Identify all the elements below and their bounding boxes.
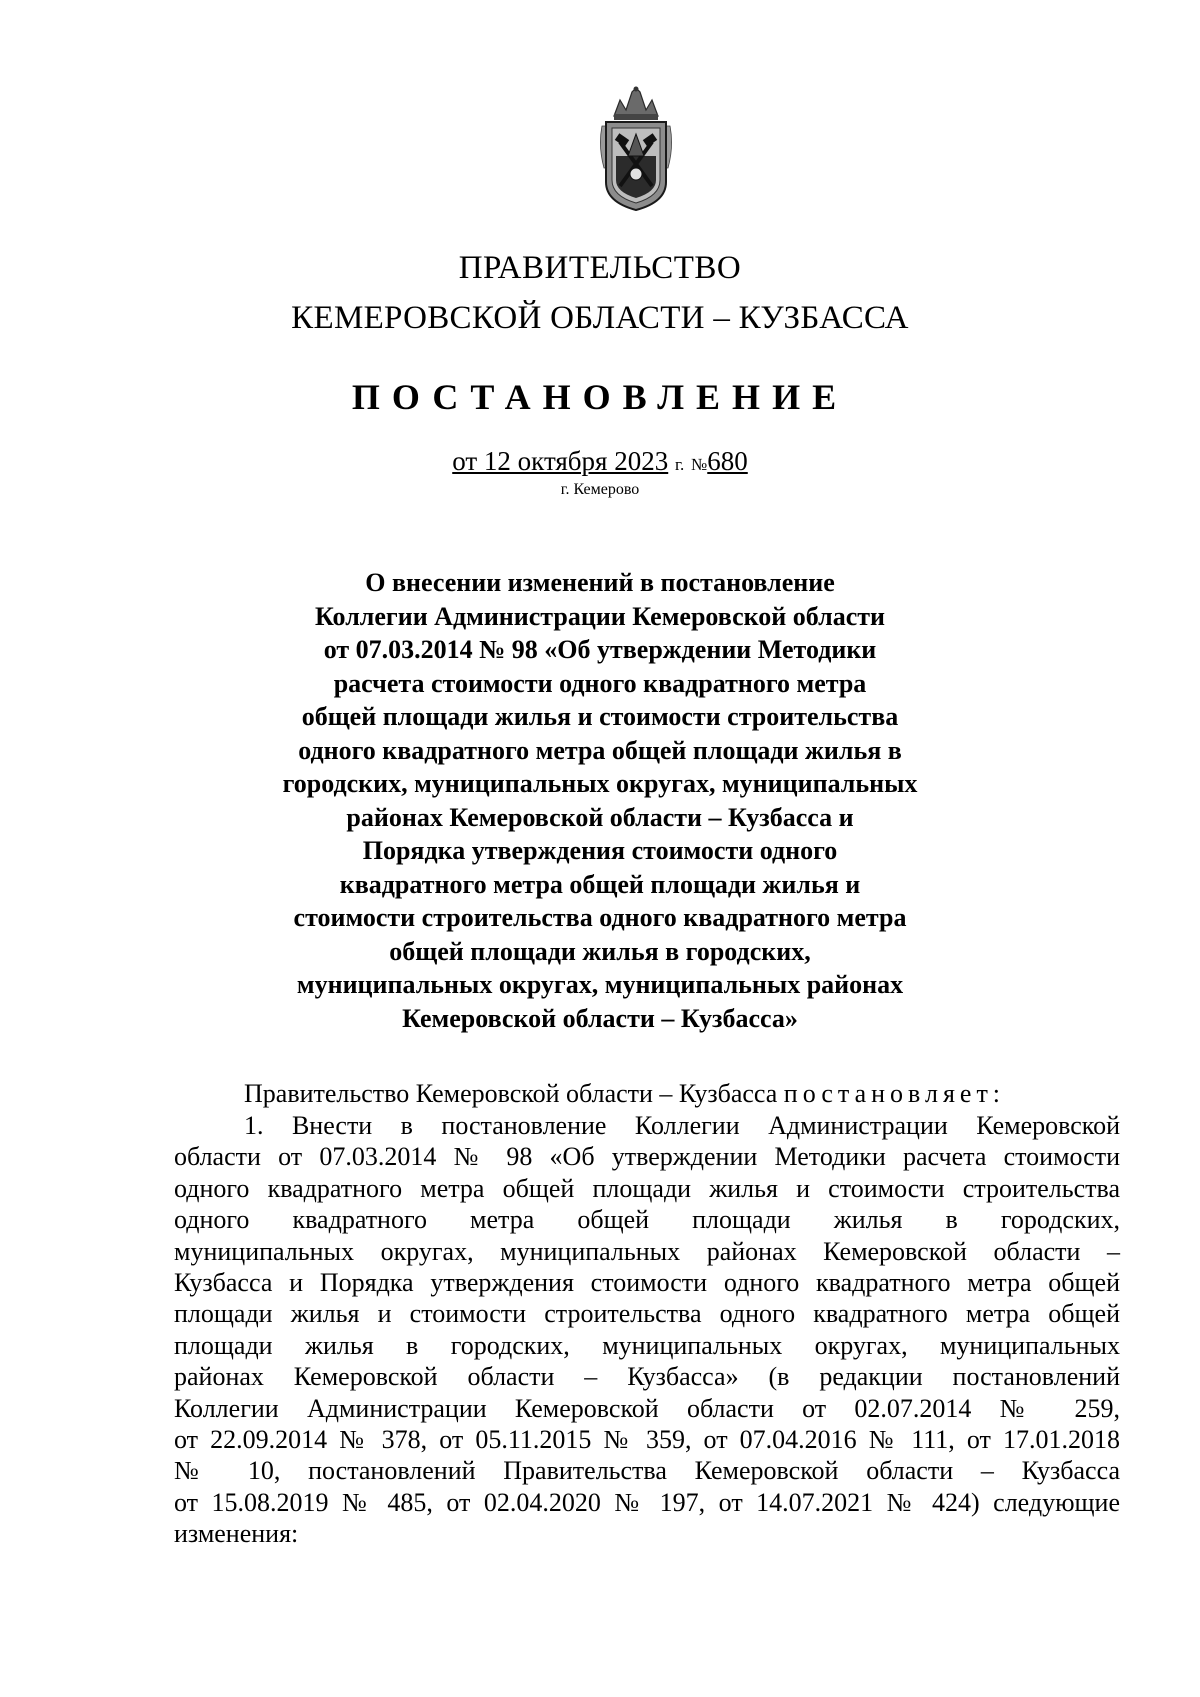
- paragraph-1: [174, 1110, 1120, 1549]
- paragraph-line: изменения:: [174, 1519, 299, 1549]
- document-number: 680: [707, 446, 748, 476]
- title-line: районах Кемеровской области – Кузбасса и: [346, 802, 854, 832]
- paragraph-line: площади жилья и стоимости строительства одного квадратного метра общей: [174, 1299, 1120, 1329]
- number-sign: №: [691, 455, 708, 474]
- title-line: общей площади жилья и стоимости строительства: [301, 702, 899, 731]
- paragraph-line: области от 07.03.2014 № 98 «Об утверждении Методики расчета стоимости: [174, 1142, 1120, 1172]
- title-line: стоимости строительства одного квадратного метра: [293, 903, 907, 932]
- document-dateline: [0, 446, 1200, 477]
- title-line: квадратного метра общей площади жилья и: [339, 869, 861, 899]
- title-line: Кемеровской области – Кузбасса»: [402, 1003, 798, 1033]
- title-line: одного квадратного метра общей площади жилья в: [298, 735, 902, 765]
- paragraph-line: от 15.08.2019 № 485, от 02.04.2020 № 197, от 14.07.2021 № 424) следующие: [174, 1487, 1120, 1517]
- document-type: ПОСТАНОВЛЕНИЕ: [351, 377, 849, 417]
- paragraph-line: от 22.09.2014 № 378, от 05.11.2015 № 359, от 07.04.2016 № 111, от 17.01.2018: [174, 1424, 1120, 1454]
- year-suffix: г.: [674, 455, 685, 474]
- title-line: от 07.03.2014 № 98 «Об утверждении Методики: [323, 635, 877, 664]
- document-date: от 12 октября 2023: [452, 446, 669, 476]
- paragraph-line: площади жилья в городских, муниципальных округах, муниципальных: [174, 1330, 1120, 1360]
- paragraph-line: одного квадратного метра общей площади жилья в городских,: [174, 1205, 1120, 1235]
- paragraph-line: муниципальных округах, муниципальных районах Кемеровской области –: [174, 1236, 1120, 1266]
- title-line: городских, муниципальных округах, муниципальных: [282, 769, 918, 798]
- paragraph-line: Кузбасса и Порядка утверждения стоимости одного квадратного метра общей: [174, 1267, 1120, 1297]
- title-line: общей площади жилья в городских,: [389, 936, 811, 966]
- resolution-intro: [174, 1078, 1120, 1109]
- paragraph-line: № 10, постановлений Правительства Кемеровской области – Кузбасса: [174, 1456, 1120, 1486]
- title-line: Порядка утверждения стоимости одного: [362, 836, 838, 865]
- paragraph-line: районах Кемеровской области – Кузбасса» (в редакции постановлений: [174, 1362, 1120, 1392]
- title-line: Коллегии Администрации Кемеровской области: [314, 601, 886, 631]
- coat-of-arms-emblem: [594, 86, 678, 214]
- paragraph-line: одного квадратного метра общей площади жилья и стоимости строительства: [174, 1173, 1120, 1203]
- document-city: г. Кемерово: [560, 481, 640, 498]
- document-title: [220, 566, 980, 1035]
- title-line: муниципальных округах, муниципальных районах: [296, 970, 904, 999]
- paragraph-line: Коллегии Администрации Кемеровской области от 02.07.2014 № 259,: [174, 1393, 1120, 1423]
- intro-text: Правительство Кемеровской области – Кузбасса: [244, 1079, 784, 1108]
- government-name-line2: КЕМЕРОВСКОЙ ОБЛАСТИ – КУЗБАССА: [291, 300, 909, 336]
- paragraph-line: 1. Внести в постановление Коллегии Администрации Кемеровской: [244, 1111, 1120, 1140]
- title-line: О внесении изменений в постановление: [365, 568, 835, 597]
- title-line: расчета стоимости одного квадратного метра: [333, 668, 867, 698]
- intro-verb: постановляет:: [783, 1079, 1006, 1108]
- government-name-line1: ПРАВИТЕЛЬСТВО: [458, 250, 742, 286]
